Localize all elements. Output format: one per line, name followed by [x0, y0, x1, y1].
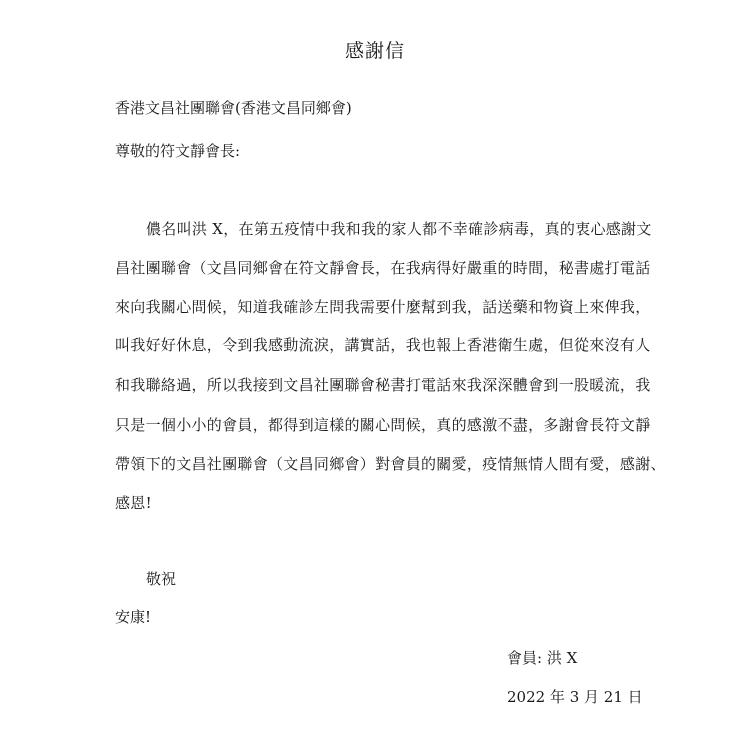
body-line: 帶領下的文昌社團聯會（文昌同鄉會）對會員的關愛，疫情無情人間有愛，感謝、 — [115, 455, 666, 473]
date-line: 2022 年 3 月 21 日 — [507, 688, 643, 706]
body-line: 只是一個小小的會員，都得到這樣的關心問候，真的感激不盡，多謝會長符文靜 — [115, 416, 651, 434]
salutation-line: 尊敬的符文靜會長: — [115, 142, 241, 160]
closing-wish: 安康! — [115, 608, 152, 626]
body-line: 感恩! — [115, 494, 152, 512]
body-line: 叫我好好休息，令到我感動流淚，講實話，我也報上香港衛生處，但從來沒有人 — [115, 336, 651, 354]
letter-title: 感謝信 — [344, 40, 405, 62]
recipient-line: 香港文昌社團聯會(香港文昌同鄉會) — [115, 99, 352, 117]
body-line: 昌社團聯會（文昌同鄉會在符文靜會長，在我病得好嚴重的時間，秘書處打電話 — [115, 259, 651, 277]
body-line: 儂名叫洪 X，在第五疫情中我和我的家人都不幸確診病毒，真的衷心感謝文 — [146, 220, 652, 238]
closing-greeting: 敬祝 — [146, 570, 177, 588]
signature-line: 會員: 洪 X — [507, 649, 578, 667]
body-line: 來向我關心問候，知道我確診左問我需要什麼幫到我，話送藥和物資上來俾我， — [115, 298, 651, 316]
body-line: 和我聯絡過，所以我接到文昌社團聯會秘書打電話來我深深體會到一股暖流，我 — [115, 376, 651, 394]
